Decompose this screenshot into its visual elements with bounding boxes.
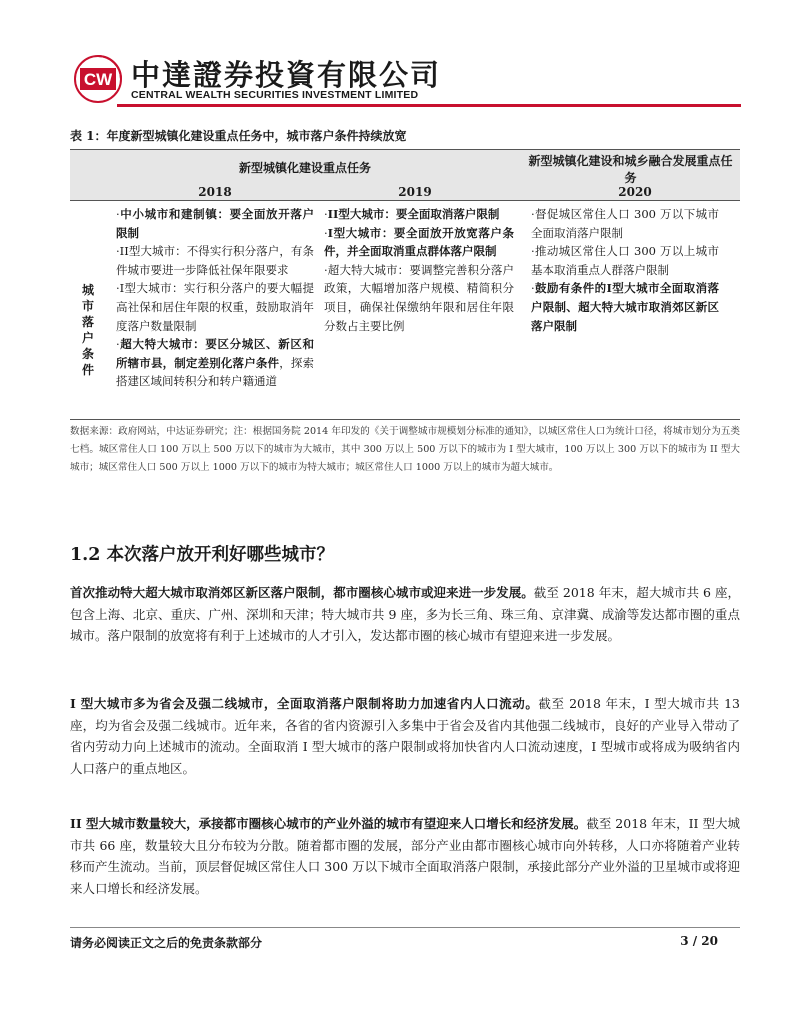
list-item: ·推动城区常住人口 300 万以上城市基本取消重点人群落户限制 <box>531 244 719 277</box>
table-group-header: 新型城镇化建设重点任务 <box>238 161 371 175</box>
year-header-2019: 2019 <box>398 185 432 199</box>
list-item: ·II型大城市：要全面取消落户限制 <box>324 207 500 221</box>
paragraph-2: I 型大城市多为省会及强二线城市，全面取消落户限制将助力加速省内人口流动。截至 2018 年末，I 型大城市共 13 座，均为省会及强二线城市。近年来，各省的省内资源引入多集中于省会及省内其他强二线城市，良好的产业导入带动了省内劳动力向上述城市的流动。全面取消 I 型大城市的落户限制或将加快省内人口流动速度，I 型城市或将成为吸纳省内人口落户的重点地区。 <box>70 696 740 776</box>
page-number: 3 / 20 <box>680 934 718 948</box>
table-right-header: 新型城镇化建设和城乡融合发展重点任务 <box>528 154 733 185</box>
table-header-rule <box>70 200 740 201</box>
footer-disclaimer: 请务必阅读正文之后的免责条款部分 <box>70 936 263 950</box>
list-item: ·超大特大城市：要区分城区、新区和所辖市县，制定差别化落户条件，探索搭建区域间转积分和转户籍通道 <box>116 337 314 389</box>
section-heading: 1.2 本次落户放开利好哪些城市？ <box>70 545 335 565</box>
list-item: ·中小城市和建制镇：要全面放开落户限制 <box>116 207 314 240</box>
year-header-2018: 2018 <box>198 185 232 199</box>
list-item: ·鼓励有条件的I型大城市全面取消落户限制、超大特大城市取消郊区新区落户限制 <box>531 281 719 333</box>
list-item: ·督促城区常住人口 300 万以下城市全面取消落户限制 <box>531 207 719 240</box>
list-item: ·超大特大城市：要调整完善积分落户政策，大幅增加落户规模、精简积分项目，确保社保缴纳年限和居住年限分数占主要比例 <box>324 262 514 333</box>
table-caption: 表 1：年度新型城镇化建设重点任务中，城市落户条件持续放宽 <box>70 129 407 143</box>
row-label: 城市落户条件 <box>81 283 94 377</box>
header-divider <box>117 104 741 107</box>
table-cell-2019 <box>324 205 514 335</box>
company-name-en: CENTRAL WEALTH SECURITIES INVESTMENT LIMITED <box>131 89 419 101</box>
list-item: ·II型大城市：不得实行积分落户，有条件城市要进一步降低社保年限要求 <box>116 244 314 277</box>
table-bottom-rule <box>70 419 740 420</box>
footer-divider <box>70 927 740 928</box>
paragraph-1: 首次推动特大超大城市取消郊区新区落户限制，都市圈核心城市或迎来进一步发展。截至 2018 年末，超大城市共 6 座，包含上海、北京、重庆、广州、深圳和天津；特大城市共 9 座，多为长三角、珠三角、京津冀、成渝等发达都市圈的重点城市。落户限制的放宽将有利于上述城市的人才引入，发达都市圈的核心城市有望迎来进一步发展。 <box>70 585 740 644</box>
company-name-cn: 中達證券投資有限公司 <box>131 58 442 92</box>
company-logo <box>74 55 122 103</box>
paragraph-3: II 型大城市数量较大，承接都市圈核心城市的产业外溢的城市有望迎来人口增长和经济发展。截至 2018 年末，II 型大城市共 66 座，数量较大且分布较为分散。随着都市圈的发展，部分产业由都市圈核心城市向外转移，人口亦将随着产业转移而产生流动。当前，顶层督促城区常住人口 300 万以下城市全面取消落户限制，承接此部分产业外溢的卫星城市或将迎来人口增长和经济发展。 <box>70 816 740 896</box>
year-header-2020: 2020 <box>618 185 652 199</box>
list-item: ·I型大城市：要全面放开放宽落户条件，并全面取消重点群体落户限制 <box>324 225 514 259</box>
logo-text: CW <box>83 70 113 89</box>
table-source-note: 数据来源：政府网站，中达证券研究；注：根据国务院 2014 年印发的《关于调整城市规模划分标准的通知》，以城区常住人口为统计口径，将城市划分为五类七档。城区常住人口 100 万以上 500 万以下的城市为大城市，其中 300 万以上 500 万以下的城市为 I 型大城市，100 万以上 300 万以下的城市为 II 型大城市；城区常住人口 500 万以上 1000 万以下的城市为特大城市；城区常住人口 1000 万以上的城市为超大城市。 <box>70 426 740 473</box>
table-cell-2018 <box>116 205 314 391</box>
list-item: ·I型大城市：实行积分落户的要大幅提高社保和居住年限的权重，鼓励取消年度落户数量限制 <box>116 281 314 333</box>
table-cell-2020 <box>531 205 719 335</box>
